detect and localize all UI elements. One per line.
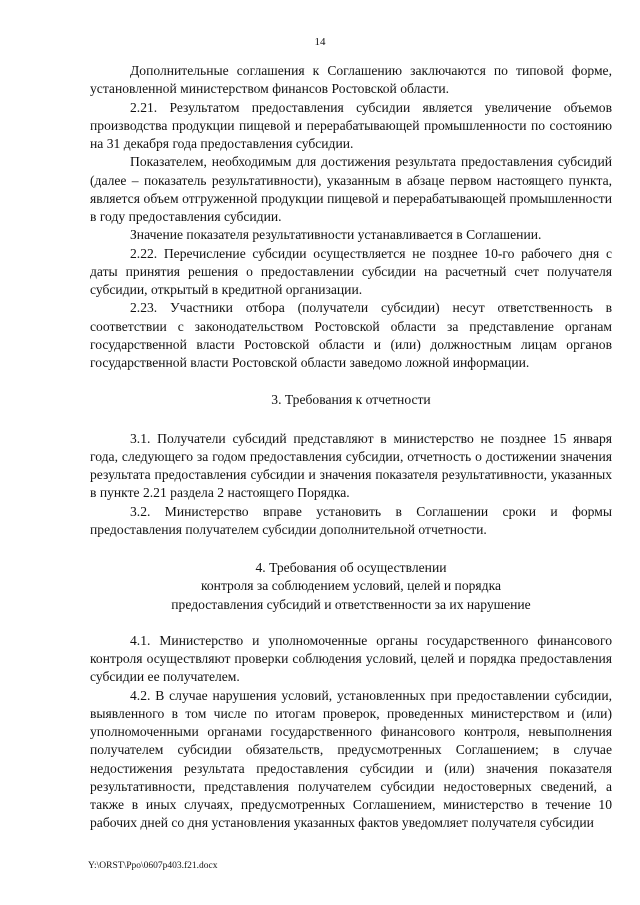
paragraph: Дополнительные соглашения к Соглашению заключаются по типовой форме, установленной министерством финансов Ростовской области.: [90, 63, 612, 97]
paragraph: Значение показателя результативности устанавливается в Соглашении.: [130, 227, 542, 243]
section-3-heading: 3. Требования к отчетности: [271, 392, 431, 408]
paragraph: 2.22. Перечисление субсидии осуществляется не позднее 10-го рабочего дня с даты принятия решения о предоставлении субсидии на расчетный счет получателя субсидии, открытый в кредитной организации.: [90, 245, 612, 297]
section-4-heading: [90, 559, 612, 614]
paragraph: 2.21. Результатом предоставления субсидии является увеличение объемов производства продукции пищевой и перерабатывающей промышленности по состоянию на 31 декабря года предоставления субсидии.: [90, 99, 612, 151]
paragraph: 3.1. Получатели субсидий представляют в министерство не позднее 15 января года, следующего за годом предоставления субсидии, отчетность о достижении значения результата предоставления субсидии и значения показателя результативности, указанных в пункте 2.21 раздела 2 настоящего Порядка.: [90, 430, 612, 501]
paragraph: 4.2. В случае нарушения условий, установленных при предоставлении субсидии, выявленного в том числе по итогам проверок, проведенных министерством и (или) уполномоченными органами государственного финансового контроля, невыполнения получателем субсидии обязательств, предусмотренных Соглашением; в случае недостижения результата предоставления субсидии и (или) значения показателя результативности, представления получателем субсидии недостоверных сведений, а также в иных случаях, предусмотренных Соглашением, министерство в течение 10 рабочих дней со дня установления указанных фактов уведомляет получателя субсидии: [90, 687, 612, 831]
paragraph: 3.2. Министерство вправе установить в Соглашении сроки и формы предоставления получателем субсидии дополнительной отчетности.: [90, 503, 612, 537]
paragraph: Показателем, необходимым для достижения результата предоставления субсидий (далее – показатель результативности), указанным в абзаце первом настоящего пункта, является объем отгруженной продукции пищевой и перерабатывающей промышленности в году предоставления субсидии.: [90, 154, 612, 224]
section-4-heading-line: контроля за соблюдением условий, целей и порядка: [200, 578, 502, 594]
paragraph: 2.23. Участники отбора (получатели субсидии) несут ответственность в соответствии с законодательством Ростовской области за представление органам государственной власти Ростовской области и (или) должностным лицам органов государственной власти Ростовской области заведомо ложной информации.: [90, 300, 612, 370]
paragraph: 4.1. Министерство и уполномоченные органы государственного финансового контроля осуществляют проверки соблюдения условий, целей и порядка предоставления субсидии ее получателем.: [90, 632, 612, 685]
footer-file-path: Y:\ORST\Ppo\0607p403.f21.docx: [88, 861, 218, 871]
section-4-heading-line: 4. Требования об осуществлении: [255, 560, 447, 575]
document-body: [90, 62, 612, 833]
section-4-heading-line: предоставления субсидий и ответственности за их нарушение: [171, 596, 531, 612]
page-number: 14: [314, 36, 326, 48]
